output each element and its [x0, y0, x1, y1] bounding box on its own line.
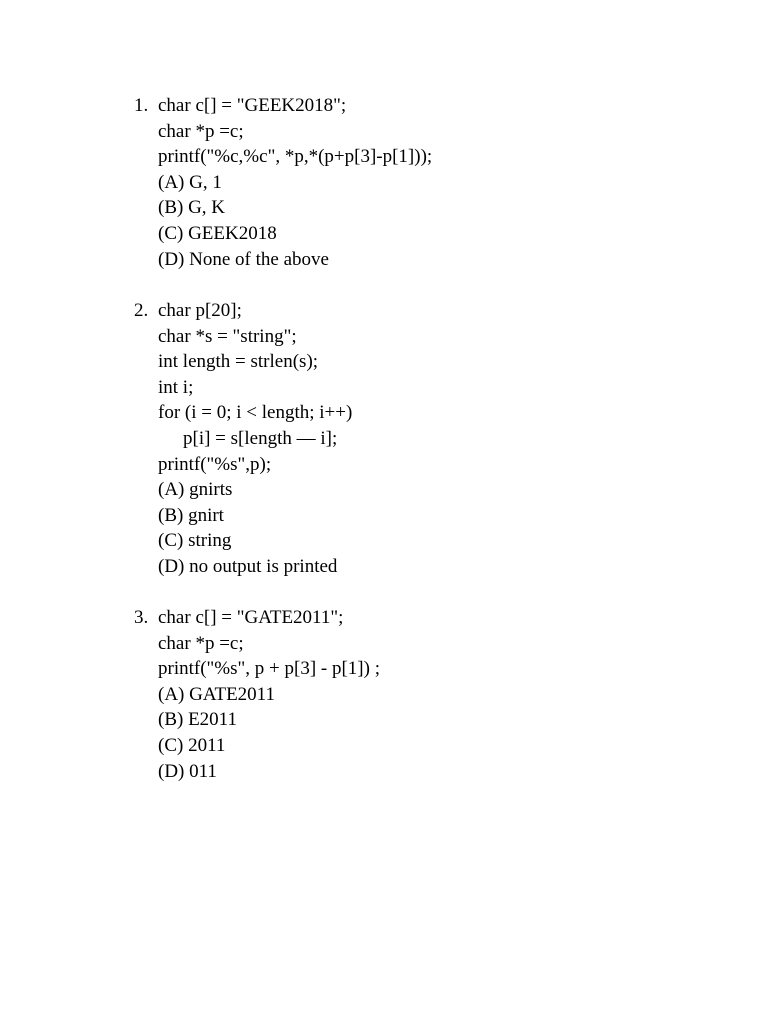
- answer-option: [134, 554, 734, 580]
- code-text: char *p =c;: [158, 632, 244, 654]
- code-line: [134, 605, 734, 631]
- code-line: [134, 631, 734, 657]
- code-line: [134, 93, 734, 119]
- option-d: (D) no output is printed: [158, 555, 338, 577]
- code-text: char c[] = "GATE2011";: [158, 607, 344, 628]
- option-b: (B) gnirt: [158, 504, 224, 526]
- answer-option: [134, 733, 734, 759]
- option-d: (D) 011: [158, 760, 217, 782]
- option-d: (D) None of the above: [158, 248, 329, 270]
- code-line: [134, 119, 734, 145]
- option-c: (C) string: [158, 530, 232, 552]
- code-text: char c[] = "GEEK2018";: [158, 95, 347, 116]
- code-text: for (i = 0; i < length; i++): [158, 402, 353, 424]
- option-c: (C) GEEK2018: [158, 222, 277, 244]
- question-3: [134, 605, 734, 784]
- code-line: [134, 426, 734, 452]
- code-text: printf("%s",p);: [158, 453, 272, 475]
- code-text: char p[20];: [158, 300, 242, 321]
- code-text-indented: p[i] = s[length — i];: [183, 427, 338, 449]
- question-1: [134, 93, 734, 272]
- code-text: int length = strlen(s);: [158, 351, 319, 373]
- answer-option: [134, 528, 734, 554]
- code-line: [134, 452, 734, 478]
- question-number: 1.: [134, 95, 149, 116]
- code-line: [134, 144, 734, 170]
- code-text: printf("%s", p + p[3] - p[1]) ;: [158, 658, 380, 680]
- option-b: (B) E2011: [158, 709, 237, 731]
- answer-option: [134, 682, 734, 708]
- answer-option: [134, 170, 734, 196]
- option-a: (A) GATE2011: [158, 683, 275, 705]
- answer-option: [134, 759, 734, 785]
- question-number: 3.: [134, 607, 149, 628]
- option-c: (C) 2011: [158, 734, 226, 756]
- question-number: 2.: [134, 300, 149, 321]
- code-line: [134, 656, 734, 682]
- answer-option: [134, 247, 734, 273]
- code-line: [134, 298, 734, 324]
- code-line: [134, 324, 734, 350]
- code-line: [134, 400, 734, 426]
- option-b: (B) G, K: [158, 197, 226, 219]
- code-text: char *p =c;: [158, 120, 244, 142]
- code-line: [134, 375, 734, 401]
- code-text: char *s = "string";: [158, 325, 297, 347]
- option-a: (A) G, 1: [158, 171, 222, 193]
- question-2: [134, 298, 734, 580]
- option-a: (A) gnirts: [158, 479, 233, 501]
- answer-option: [134, 477, 734, 503]
- answer-option: [134, 195, 734, 221]
- answer-option: [134, 503, 734, 529]
- code-text: printf("%c,%c", *p,*(p+p[3]-p[1]));: [158, 146, 433, 168]
- code-text: int i;: [158, 376, 194, 398]
- answer-option: [134, 221, 734, 247]
- answer-option: [134, 707, 734, 733]
- code-line: [134, 349, 734, 375]
